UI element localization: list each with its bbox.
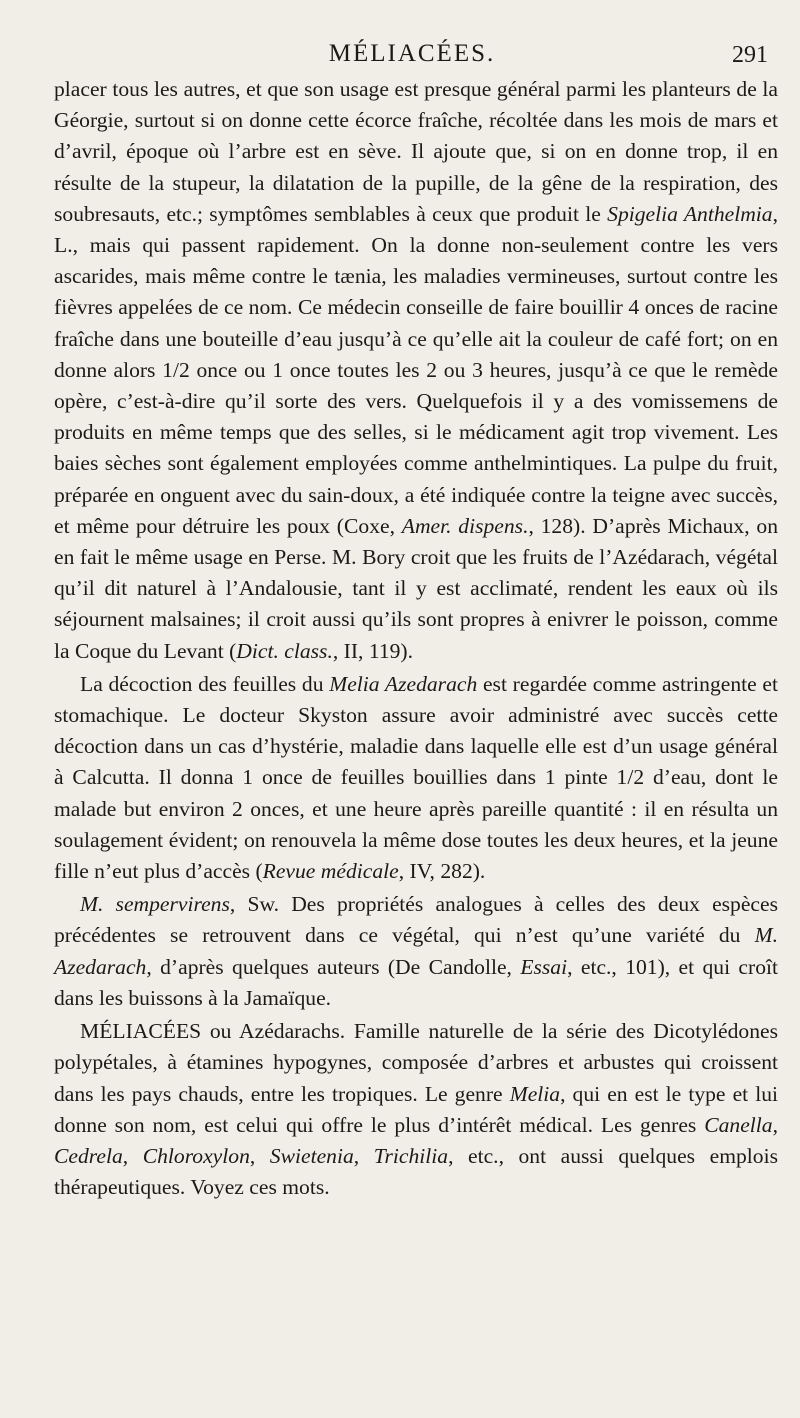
text-run: , — [122, 1143, 143, 1168]
page-number: 291 — [732, 42, 768, 68]
text-run: , d’après quelques auteurs (De Candolle, — [146, 954, 521, 979]
italic-run: Dict. class. — [236, 638, 333, 663]
text-run: Coxe, — [344, 513, 402, 538]
italic-run: M. sempervirens — [80, 892, 230, 917]
italic-run: Spigelia Anthelmia — [607, 201, 773, 226]
text-run: , L., mais qui passent rapidement. On la donne non-seulement contre les vers ascarides, mais même contre le tænia, les maladies vermineuses, surtout contre les fièvres appelées de ce nom. Ce médecin conseille de faire bouillir 4 onces de racine fraîche dans une bouteille d’eau jusqu’à ce qu’elle ait la couleur de café fort; on en donne alors 1/2 once ou 1 once toutes les 2 ou 3 heures, jusqu’à ce que le remède opère, c’est-à-dire qu’il sorte des vers. Quelquefois il y a des vomissemens de produits en même temps que des selles, si le médicament agit trop vivement. Les baies sèches sont également employées comme anthelmintiques. La pulpe du fruit, préparée en onguent avec du sain-doux, a été indiquée contre la teigne avec succès, et même pour détruire les poux ( — [54, 201, 778, 538]
italic-run: Trichilia — [373, 1143, 449, 1168]
italic-run: Melia Azedarach — [329, 671, 478, 696]
text-run: est regardée comme astringente et stomachique. Le docteur Skyston assure avoir administré avec succès cette décoction dans un cas d’hystérie, maladie dans laquelle elle est d’un usage général à Calcutta. Il donna 1 once de feuilles bouillies dans 1 pinte 1/2 d’eau, dont le malade but environ 2 onces, et une heure après pareille quantité : il en résulta un soulagement évident; on renouvela la même dose toutes les deux heures, et la jeune fille n’eut plus d’accès ( — [54, 671, 778, 884]
text-run: , etc., 101), et qui croît dans les buissons à la Jamaïque. — [54, 954, 778, 1010]
text-run: , — [772, 1112, 778, 1137]
italic-run: Essai — [520, 954, 568, 979]
italic-run: M. Azedarach — [54, 923, 778, 979]
text-run: , IV, 282). — [398, 859, 486, 884]
italic-run: Revue médicale — [262, 859, 399, 884]
text-run: , etc., ont aussi quelques emplois thérapeutiques. Voyez ces mots. — [54, 1143, 778, 1200]
text-run: , — [249, 1143, 270, 1168]
paragraph — [54, 1016, 778, 1203]
text-run: , qui en est le type et lui donne son nom, est celui qui offre le plus d’intérêt médical. Les genres — [54, 1081, 779, 1137]
text-run: placer tous les autres, et que son usage est presque général parmi les planteurs de la Géorgie, surtout si on donne cette écorce fraîche, récoltée dans les mois de mars et d’avril, époque où l’arbre est en sève. Il ajoute que, si on en donne trop, il en résulte de la stupeur, la dilatation de la pupille, de la gêne de la respiration, des soubresauts, etc.; symptômes semblables à ceux que produit le — [54, 77, 778, 226]
page-header — [54, 40, 770, 72]
text-run: , Sw. Des propriétés analogues à celles des deux espèces précédentes se retrouvent dans ce végétal, qui n’est qu’une variété du — [54, 892, 779, 948]
italic-run: Amer. dispens. — [401, 513, 529, 538]
text-run: , 128). D’après Michaux, on en fait le même usage en Perse. M. Bory croit que les fruits de l’Azédarach, végétal qu’il dit naturel à l’Andalousie, tant il y est acclimaté, rendent les eaux où ils séjournent malsaines; il croit aussi qu’ils sont propres à enivrer le poisson, comme la Coque du Levant ( — [54, 513, 778, 663]
italic-run: Canella — [704, 1112, 773, 1137]
text-run: , II, 119). — [332, 638, 414, 663]
italic-run: Chloroxylon — [142, 1143, 250, 1168]
text-run: , — [353, 1143, 374, 1168]
running-head: MÉLIACÉES. — [328, 40, 496, 67]
text-run: La décoction des feuilles du — [80, 671, 330, 696]
paragraph — [54, 74, 778, 667]
paragraph — [54, 889, 778, 1014]
body-text — [54, 74, 778, 1203]
paragraph — [54, 669, 778, 887]
italic-run: Swietenia — [269, 1143, 354, 1168]
italic-run: Cedrela — [54, 1143, 123, 1168]
text-run: MÉLIACÉES ou Azédarachs. Famille naturelle de la série des Dicotylédones polypétales, à étamines hypogynes, composée d’arbres et arbustes qui croissent dans les pays chauds, entre les tropiques. Le genre — [54, 1019, 778, 1106]
italic-run: Melia — [509, 1081, 561, 1106]
